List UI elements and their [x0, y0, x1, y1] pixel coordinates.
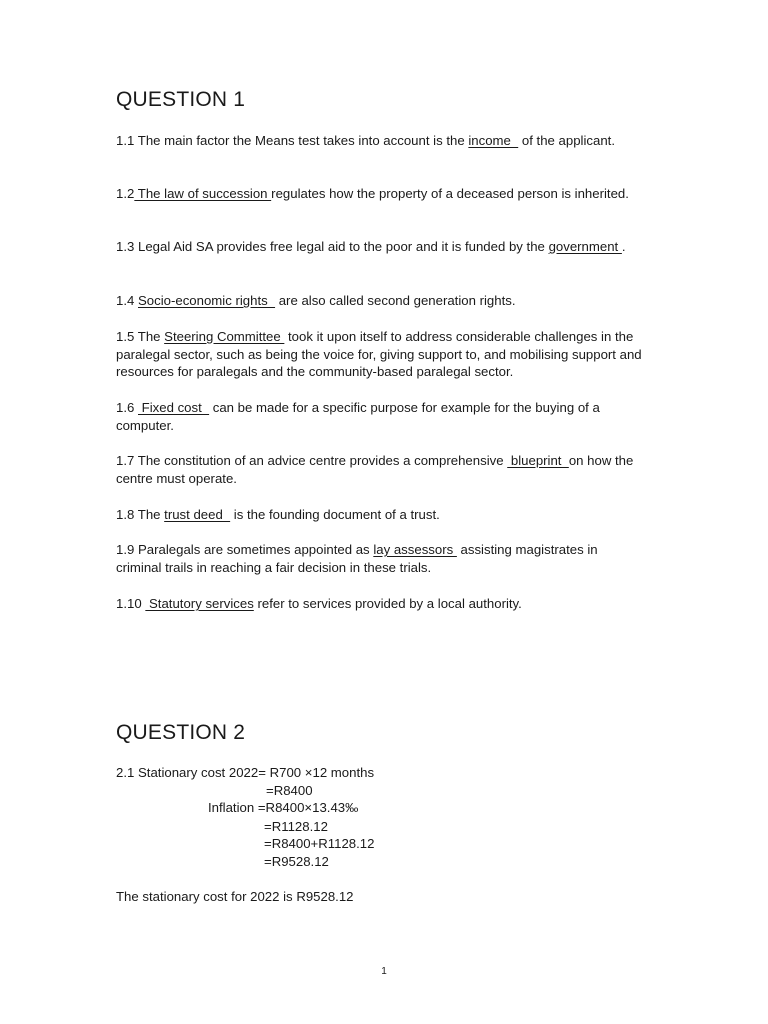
item-1-3	[116, 238, 661, 256]
item-text: assisting magistrates in criminal trails in reaching a fair decision in these trials.	[116, 542, 598, 575]
item-1-7	[116, 452, 661, 487]
item-text: 1.5 The	[116, 329, 165, 344]
answer-blank: government	[548, 239, 622, 254]
item-1-10	[116, 595, 661, 613]
calc-line-result-1: =R8400	[266, 783, 313, 798]
calc-line-result-2: =R1128.12	[264, 819, 328, 834]
question-1-heading: QUESTION 1	[116, 88, 246, 111]
item-text: can be made for a specific purpose for example for the buying of a computer.	[116, 400, 600, 433]
item-1-9	[116, 541, 616, 576]
answer-blank: Fixed cost	[138, 400, 210, 415]
item-text: are also called second generation rights.	[275, 293, 516, 308]
item-text: 1.8 The	[116, 507, 165, 522]
item-text: 1.4	[116, 293, 138, 308]
item-1-2	[116, 185, 661, 203]
item-text: is the founding document of a trust.	[230, 507, 440, 522]
calc-line-inflation: Inflation =R8400×13.43‰	[208, 800, 359, 815]
item-1-4	[116, 292, 661, 310]
answer-blank: Statutory services	[145, 596, 254, 611]
item-1-8	[116, 506, 661, 524]
page-number: 1	[381, 966, 387, 977]
answer-blank: Socio-economic rights	[138, 293, 276, 308]
conclusion-text: The stationary cost for 2022 is R9528.12	[116, 889, 354, 904]
item-text: .	[621, 239, 626, 254]
item-text: 1.3 Legal Aid SA provides free legal aid to the poor and it is funded by the	[116, 239, 549, 254]
item-text: 1.6	[116, 400, 138, 415]
item-text: on how the centre must operate.	[116, 453, 634, 486]
item-text: refer to services provided by a local authority.	[253, 596, 522, 611]
answer-blank: The law of succession	[134, 186, 272, 201]
item-text: 1.7 The constitution of an advice centre provides a comprehensive	[116, 453, 508, 468]
calc-line-sum: =R8400+R1128.12	[264, 836, 375, 851]
calc-line-stationary-cost: 2.1 Stationary cost 2022= R700 ×12 months	[116, 765, 375, 780]
answer-blank: lay assessors	[373, 542, 457, 557]
item-text: of the applicant.	[518, 133, 615, 148]
item-text: 1.9 Paralegals are sometimes appointed as	[116, 542, 374, 557]
question-2-heading: QUESTION 2	[116, 721, 246, 744]
answer-blank: Steering Committee	[164, 329, 285, 344]
item-1-6	[116, 399, 661, 434]
answer-blank: trust deed	[164, 507, 231, 522]
item-text: 1.10	[116, 596, 146, 611]
item-text: 1.2	[116, 186, 135, 201]
answer-blank: blueprint	[507, 453, 569, 468]
item-1-1	[116, 132, 661, 150]
item-1-5	[116, 328, 661, 381]
item-text: 1.1 The main factor the Means test takes into account is the	[116, 133, 469, 148]
item-text: took it upon itself to address considerable challenges in the paralegal sector, such as being the voice for, giving support to, and mobilising support and resources for paralegals and the community-based paralegal sector.	[116, 329, 642, 380]
item-text: regulates how the property of a deceased person is inherited.	[271, 186, 629, 201]
answer-blank: income	[468, 133, 519, 148]
calc-line-result-3: =R9528.12	[264, 854, 329, 869]
